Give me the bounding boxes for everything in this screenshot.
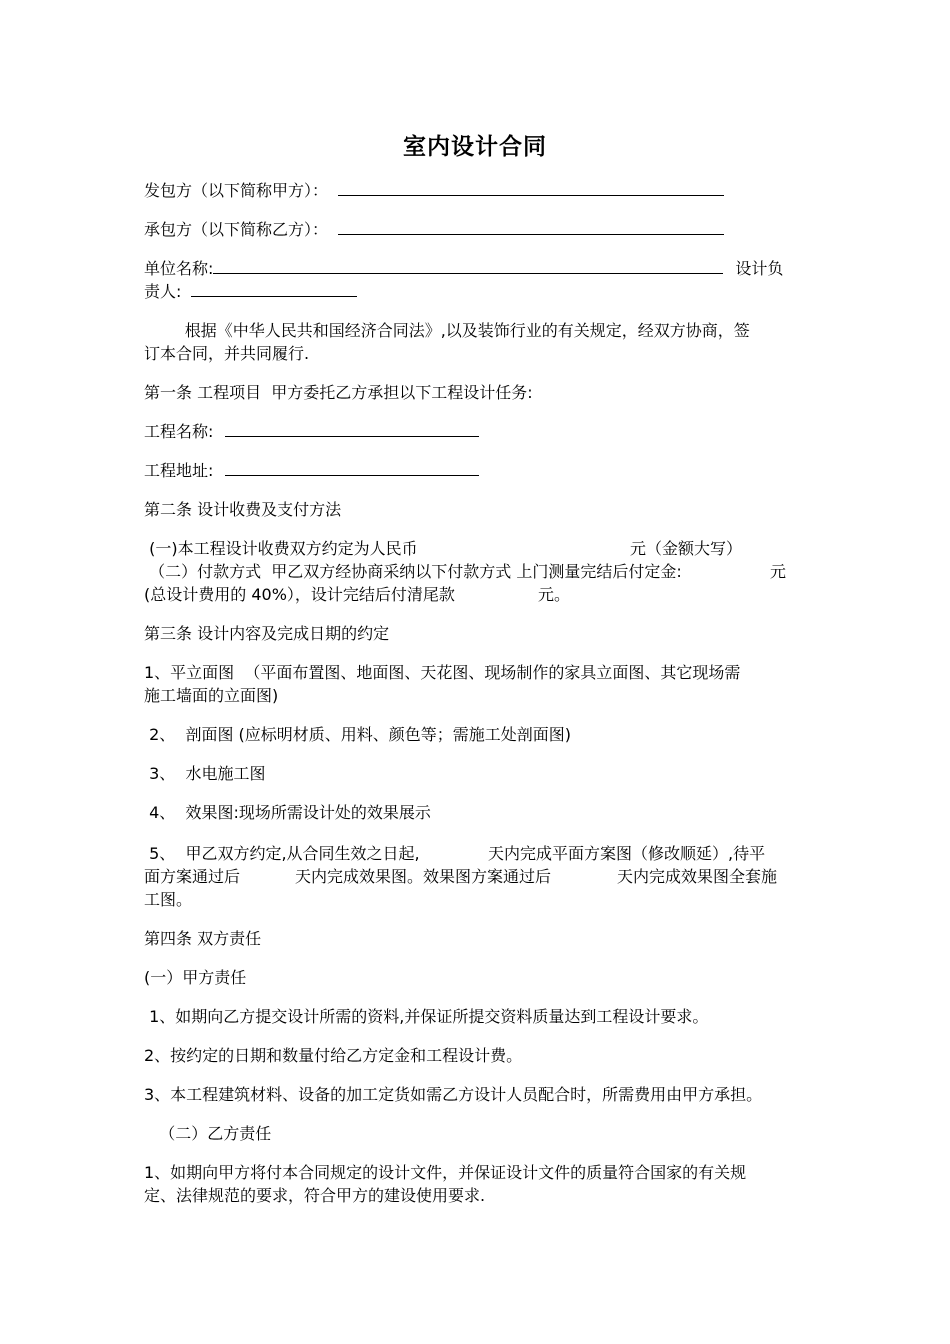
party-a-duty-1: 1、如期向乙方提交设计所需的资料,并保证所提交资料质量达到工程设计要求。 [144, 1007, 709, 1026]
fee-1-unit: 元（金额大写） [630, 539, 743, 558]
content-5-text-b: 天内完成平面方案图（修改顺延）,待平 [488, 844, 766, 863]
article-4-heading: 第四条 双方责任 [144, 929, 262, 948]
designer-lead-label-2: 责人: [144, 282, 182, 301]
content-1-line-2: 施工墙面的立面图) [144, 686, 279, 705]
party-a-duty-3: 3、本工程建筑材料、设备的加工定货如需乙方设计人员配合时，所需费用由甲方承担。 [144, 1085, 763, 1104]
content-3: 3、 水电施工图 [144, 764, 266, 783]
intro-line-2: 订本合同，并共同履行. [144, 344, 310, 363]
fee-3-text: (总设计费用的 40%），设计完结后付清尾款 [144, 585, 455, 604]
designer-lead-blank[interactable] [191, 281, 357, 297]
content-5-line-3: 工图。 [144, 890, 193, 909]
party-a-label: 发包方（以下简称甲方）： [144, 181, 329, 200]
content-1-line-1: 1、平立面图 （平面布置图、地面图、天花图、现场制作的家具立面图、其它现场需 [144, 663, 741, 682]
party-b-duty-1-line-1: 1、如期向甲方将付本合同规定的设计文件，并保证设计文件的质量符合国家的有关规 [144, 1163, 747, 1182]
fee-1-text: (一)本工程设计收费双方约定为人民币 [144, 539, 418, 558]
fee-line-2 [144, 560, 824, 583]
party-a-line [144, 179, 824, 202]
fee-2-text: （二）付款方式 甲乙双方经协商采纳以下付款方式 上门测量完结后付定金: [144, 562, 682, 581]
party-a-blank[interactable] [338, 180, 724, 196]
project-name-label: 工程名称: [144, 422, 214, 441]
content-5-text-e: 天内完成效果图全套施 [617, 867, 778, 886]
article-1-heading: 第一条 工程项目 甲方委托乙方承担以下工程设计任务: [144, 383, 533, 402]
fee-2-unit: 元 [770, 562, 787, 581]
fee-line-1 [144, 537, 824, 560]
content-5-line-1 [144, 842, 824, 865]
document-title: 室内设计合同 [403, 134, 547, 160]
article-2-heading: 第二条 设计收费及支付方法 [144, 500, 342, 519]
intro-line-1: 根据《中华人民共和国经济合同法》,以及装饰行业的有关规定，经双方协商，签 [144, 321, 750, 340]
fee-line-3 [144, 583, 824, 606]
unit-name-label: 单位名称: [144, 259, 214, 278]
party-b-line [144, 218, 824, 241]
content-5-line-2 [144, 865, 824, 888]
content-4: 4、 效果图:现场所需设计处的效果展示 [144, 803, 431, 822]
party-a-duty-heading: (一）甲方责任 [144, 968, 247, 987]
content-5-text-c: 面方案通过后 [144, 867, 241, 886]
project-name-blank[interactable] [225, 421, 479, 437]
project-address-line [144, 459, 824, 482]
party-b-blank[interactable] [338, 219, 724, 235]
article-3-heading: 第三条 设计内容及完成日期的约定 [144, 624, 390, 643]
party-b-duty-1-line-2: 定、法律规范的要求，符合甲方的建设使用要求. [144, 1186, 486, 1205]
designer-lead-line [144, 280, 824, 303]
party-b-label: 承包方（以下简称乙方）： [144, 220, 329, 239]
fee-3-unit: 元。 [538, 585, 571, 604]
unit-name-line [144, 257, 824, 280]
project-address-label: 工程地址: [144, 461, 214, 480]
project-name-line [144, 420, 824, 443]
content-2: 2、 剖面图 (应标明材质、用料、颜色等；需施工处剖面图) [144, 725, 572, 744]
project-address-blank[interactable] [225, 460, 479, 476]
content-5-text-a: 5、 甲乙双方约定,从合同生效之日起, [144, 844, 420, 863]
designer-lead-label-1: 设计负 [735, 259, 784, 278]
content-5-text-d: 天内完成效果图。效果图方案通过后 [295, 867, 552, 886]
unit-name-blank[interactable] [213, 258, 723, 274]
party-a-duty-2: 2、按约定的日期和数量付给乙方定金和工程设计费。 [144, 1046, 523, 1065]
party-b-duty-heading: （二）乙方责任 [144, 1124, 272, 1143]
